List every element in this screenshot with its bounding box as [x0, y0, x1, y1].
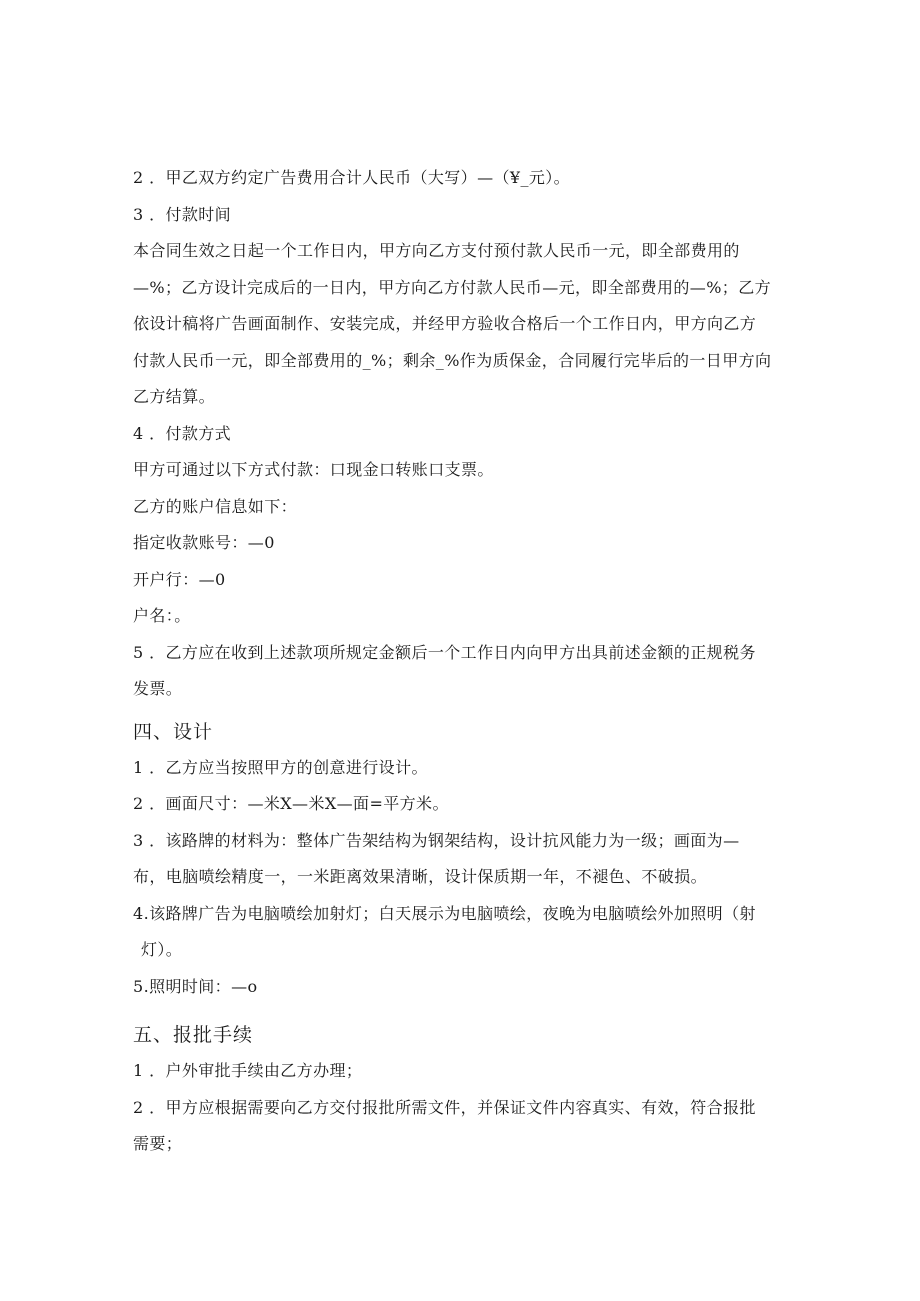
- section-5-heading: 五、报批手续: [133, 1024, 254, 1046]
- clause-3-text-line-4: 付款人民币一元，即全部费用的_%；剩余_%作为质保金，合同履行完毕后的一日甲方向: [133, 350, 772, 370]
- design-clause-3-line-1: 3 ．该路牌的材料为：整体广告架结构为钢架结构，设计抗风能力为一级；画面为—: [133, 830, 740, 850]
- clause-2-fee-total: 2 ．甲乙双方约定广告费用合计人民币（大写）—（¥_元）。: [133, 168, 571, 187]
- clause-5-invoice-line-1: 5 ．乙方应在收到上述款项所规定金额后一个工作日内向甲方出具前述金额的正规税务: [133, 642, 756, 662]
- clause-3-title: 3 ．付款时间: [133, 204, 232, 224]
- account-number: 指定收款账号：—0: [133, 533, 275, 552]
- document-body: [133, 160, 785, 1163]
- clause-3-text-line-1: 本合同生效之日起一个工作日内，甲方向乙方支付预付款人民币一元，即全部费用的: [133, 241, 740, 260]
- design-clause-4-line-1: 4.该路牌广告为电脑喷绘加射灯；白天展示为电脑喷绘，夜晚为电脑喷绘外加照明（射: [133, 903, 756, 923]
- approval-clause-2-line-2: 需要；: [133, 1134, 183, 1153]
- design-clause-2: 2 ．画面尺寸：—米X—米X—面=平方米。: [133, 794, 449, 813]
- design-clause-1: 1 ．乙方应当按照甲方的创意进行设计。: [133, 757, 428, 777]
- account-info-intro: 乙方的账户信息如下：: [133, 496, 298, 516]
- clause-4-title: 4 ．付款方式: [133, 423, 232, 443]
- section-4-heading: 四、设计: [133, 720, 214, 743]
- clause-5-invoice-line-2: 发票。: [133, 679, 183, 698]
- bank-name: 开户行：—0: [133, 569, 226, 589]
- design-clause-4-line-2: 灯）。: [141, 940, 183, 959]
- payment-methods: 甲方可通过以下方式付款：口现金口转账口支票。: [133, 460, 494, 479]
- design-clause-3-line-2: 布，电脑喷绘精度一，一米距离效果清晰，设计保质期一年，不褪色、不破损。: [133, 867, 708, 886]
- clause-3-text-line-3: 依设计稿将广告画面制作、安装完成，并经甲方验收合格后一个工作日内，甲方向乙方: [133, 314, 757, 333]
- approval-clause-1: 1 ．户外审批手续由乙方办理；: [133, 1061, 363, 1080]
- clause-3-text-line-5: 乙方结算。: [133, 387, 216, 406]
- approval-clause-2-line-1: 2 ．甲方应根据需要向乙方交付报批所需文件，并保证文件内容真实、有效，符合报批: [133, 1097, 756, 1117]
- design-clause-5: 5.照明时间：—o: [133, 976, 258, 996]
- clause-3-text-line-2: —%；乙方设计完成后的一日内，甲方向乙方付款人民币—元，即全部费用的—%；乙方: [133, 277, 772, 297]
- account-holder: 户名：。: [133, 606, 191, 625]
